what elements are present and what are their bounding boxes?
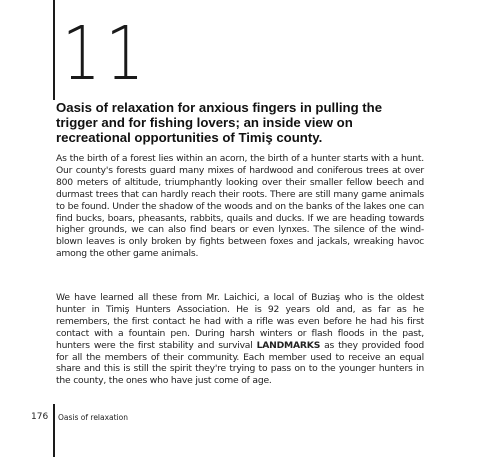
landmarks-emphasis: LANDMARKS [256,339,321,351]
article-heading: Oasis of relaxation for anxious fingers in pulling the trigger and for fishing lovers; an inside view on recreational opportunities of Timiş county. [56,100,383,145]
chapter-number: 11 [62,11,150,97]
chapter-vertical-rule [53,0,55,100]
paragraph-2-text-start: We have learned all these from Mr. Laichici, a local of Buziaş who is the oldest hunter in Timiş Hunters Association. He is 92 years old and, as far as he remembers, the first contact he had with a rifle was even before he had his first contact with a fountain pen. During harsh winters or flash floods in the past, hunters were the first stability and survival [56,292,424,351]
body-paragraph-2 [56,292,424,387]
footer-vertical-rule [53,404,55,457]
body-paragraph-1: As the birth of a forest lies within an acorn, the birth of a hunter starts with a hunt. Our county's forests guard many mixes of hardwood and coniferous trees at over 800 meters of altitude, triumphantly looking over their smaller fellow beech and durmast trees that can hardly reach their roots. There are still many game animals to be found. Under the shadow of the woods and on the banks of the lakes one can find bucks, boars, pheasants, rabbits, quails and ducks. If we are heading towards higher grounds, we can also find bears or even lynxes. The silence of the wind-blown leaves is only broken by fights between foxes and jackals, wreaking havoc among the other game animals. [56,153,424,260]
running-footer-label: Oasis of relaxation [58,413,129,422]
paragraph-2-text-end: as they provided food for all the members of their community. Each member used to receive an equal share and this is still the spirit they're trying to pass on to the younger hunters in the county, the ones who have just come of age. [56,339,424,387]
page-number: 176 [31,412,49,422]
